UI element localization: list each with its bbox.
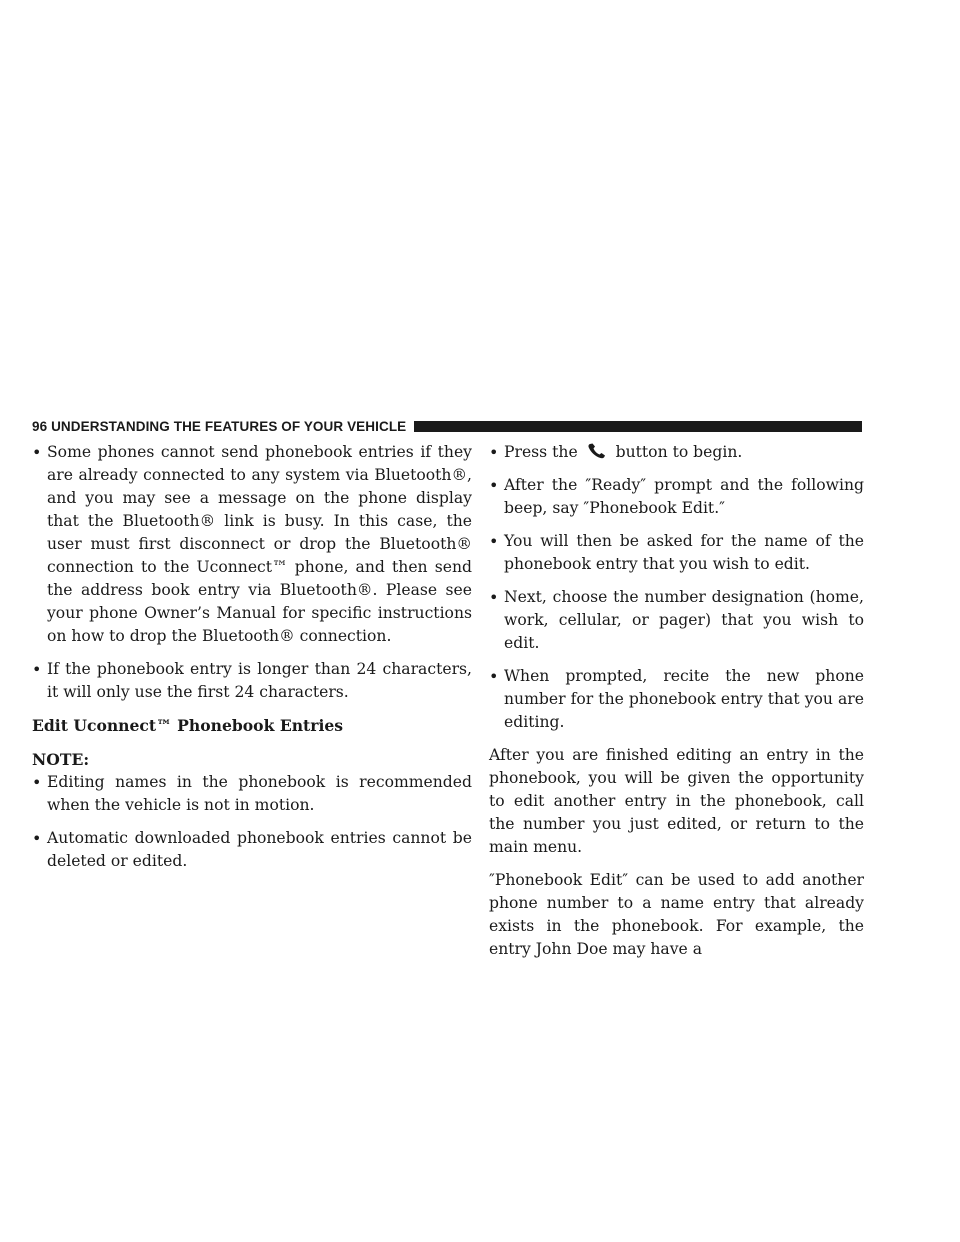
list-item [32,658,472,704]
bullet-text: Some phones cannot send phonebook entries if they are already connected to any system via Bluetooth®, and you may see a message on the phone display that the Bluetooth® link is busy. In this case, the user must first disconnect or drop the Bluetooth® connection to the Uconnect™ phone, and then send the address book entry via Bluetooth®. Please see your phone Owner’s Manual for specific instructions on how to drop the Bluetooth® connection. [47,443,472,645]
bullet-marker: • [489,667,499,686]
left-column [32,441,472,883]
list-item [489,441,864,464]
bullet-text-before: Press the [504,443,578,461]
section-heading: Edit Uconnect™ Phonebook Entries [32,716,344,735]
bullet-marker: • [32,773,42,792]
bullet-text: Automatic downloaded phonebook entries cannot be deleted or edited. [47,829,472,870]
bullet-text: If the phonebook entry is longer than 24 characters, it will only use the first 24 characters. [47,660,472,701]
list-item [489,530,864,576]
header-rule [414,421,862,432]
bullet-text: Editing names in the phonebook is recommended when the vehicle is not in motion. [47,773,472,814]
bullet-marker: • [489,476,499,495]
bullet-text [504,441,864,464]
list-item [489,586,864,655]
page-header-title: 96 UNDERSTANDING THE FEATURES OF YOUR VEHICLE [32,418,407,434]
bullet-text: You will then be asked for the name of the phonebook entry that you wish to edit. [504,532,864,573]
bullet-marker: • [489,588,499,607]
phone-handset-icon [587,443,607,459]
list-item [32,441,472,648]
bullet-marker: • [32,829,42,848]
bullet-text: After the ″Ready″ prompt and the following beep, say ″Phonebook Edit.″ [504,476,864,517]
list-item [32,771,472,817]
right-column [489,441,864,971]
bullet-marker: • [489,532,499,551]
bullet-text-after: button to begin. [615,443,743,461]
bullet-text: When prompted, recite the new phone number for the phonebook entry that you are editing. [504,667,864,731]
bullet-marker: • [489,443,499,462]
list-item [32,827,472,873]
page-header [32,416,862,436]
bullet-text: Next, choose the number designation (home, work, cellular, or pager) that you wish to edit. [504,588,864,652]
body-paragraph: ″Phonebook Edit″ can be used to add another phone number to a name entry that already exists in the phonebook. For example, the entry John Doe may have a [489,871,864,958]
bullet-marker: • [32,660,42,679]
list-item [489,665,864,734]
note-label: NOTE: [32,750,90,769]
bullet-marker: • [32,443,42,462]
body-paragraph: After you are finished editing an entry in the phonebook, you will be given the opportunity to edit another entry in the phonebook, call the number you just edited, or return to the main menu. [489,746,864,856]
list-item [489,474,864,520]
